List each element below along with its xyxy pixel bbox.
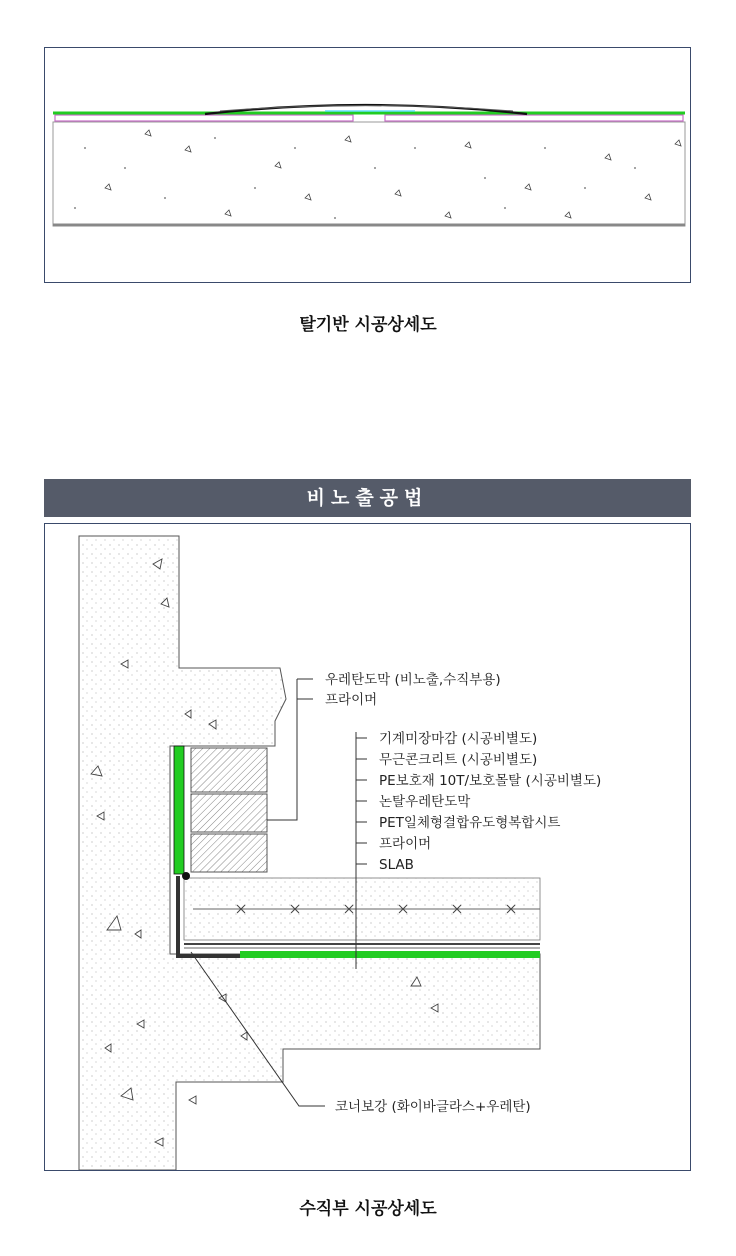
label-corner-reinforcement: 코너보강 (화이바글라스+우레탄) [335,1099,531,1115]
green-membrane-horizontal [240,951,540,958]
label-plain-concrete: 무근콘크리트 (시공비별도) [379,752,538,768]
protection-blocks [191,748,267,872]
label-pet-sheet: PET일체형결합유도형복합시트 [379,815,561,831]
green-membrane-vertical [174,746,184,874]
vertical-detail-drawing [45,524,690,1170]
bottom-caption: 수직부 시공상세도 [299,1199,437,1219]
label-slab: SLAB [379,857,414,873]
degassing-detail-panel [44,47,691,283]
pink-layer-left [55,115,353,121]
slab-concrete [53,122,685,226]
degassing-detail-drawing [45,48,690,282]
vertical-detail-panel [44,523,691,1171]
pink-layer-right [385,115,683,121]
top-caption: 탈기반 시공상세도 [299,315,437,335]
label-primer-main: 프라이머 [379,836,432,852]
section-banner: 비노출공법 [44,479,691,517]
label-primer-upper: 프라이머 [325,692,378,708]
label-degas-urethane: 논탈우레탄도막 [379,794,471,810]
label-urethane-coating: 우레탄도막 (비노출,수직부용) [325,672,501,688]
label-pe-protection: PE보호재 10T/보호몰탈 (시공비별도) [379,773,602,789]
concrete-wall [79,536,540,1170]
label-mechanical-finish: 기계미장마감 (시공비별도) [379,731,538,747]
